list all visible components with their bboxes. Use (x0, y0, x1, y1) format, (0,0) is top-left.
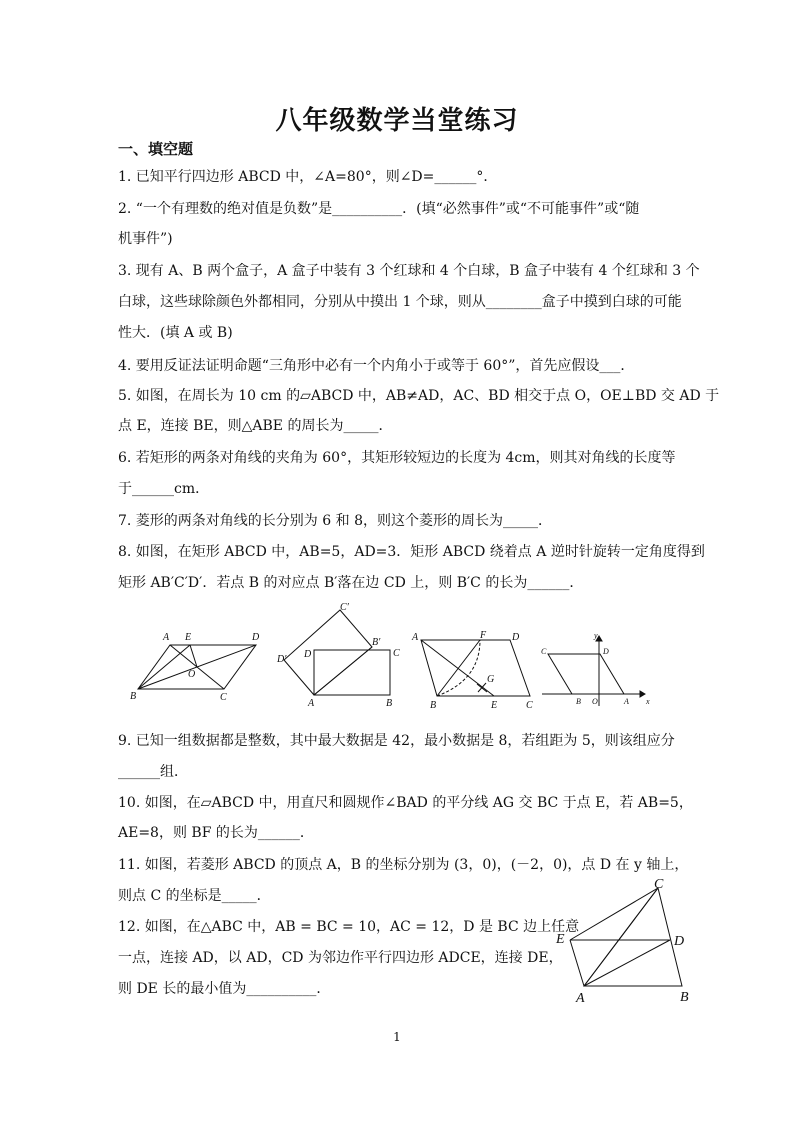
f1-label: E (185, 632, 192, 643)
question-12-cont: 一点，连接 AD，以 AD，CD 为邻边作平行四边形 ADCE，连接 DE， (118, 950, 563, 966)
f1-label: B (130, 691, 137, 702)
f4-label: O (592, 697, 598, 706)
f3-label: D (512, 632, 520, 643)
f5-label: E (556, 932, 565, 947)
figure-coordinate-rhombus (542, 636, 645, 706)
question-10: 10. 如图，在▱ABCD 中，用直尺和圆规作∠BAD 的平分线 AG 交 BC 于点 E，若 AB=5， (118, 795, 693, 811)
f3-label: A (412, 632, 419, 643)
f5-label: A (576, 991, 585, 1006)
f3-label: F (480, 630, 487, 641)
question-8-cont: 矩形 AB′C′D′．若点 B 的对应点 B′落在边 CD 上，则 B′C 的长为______． (118, 575, 584, 591)
f5-label: C (654, 877, 664, 892)
question-3-cont-2: 性大．(填 A 或 B) (118, 325, 233, 341)
question-2-cont: 机事件”) (118, 231, 173, 247)
page-number: 1 (393, 1030, 401, 1044)
f4-label: B (576, 697, 581, 706)
f3-label: E (491, 700, 498, 711)
f4-label: D (603, 647, 609, 656)
figure-rotated-rectangle (284, 610, 390, 695)
question-8: 8. 如图，在矩形 ABCD 中，AB=5，AD=3．矩形 ABCD 绕着点 A 逆时针旋转一定角度得到 (118, 544, 705, 560)
f2-label: C′ (340, 602, 349, 613)
question-2: 2. “一个有理数的绝对值是负数”是__________．(填“必然事件”或“不可能事件”或“随 (118, 201, 640, 217)
f4-label: x (646, 697, 650, 706)
f3-label: G (487, 674, 495, 685)
question-7: 7. 菱形的两条对角线的长分别为 6 和 8，则这个菱形的周长为_____． (118, 513, 552, 529)
section-heading: 一、填空题 (118, 140, 194, 158)
question-5: 5. 如图，在周长为 10 cm 的▱ABCD 中，AB≠AD，AC、BD 相交于点 O，OE⊥BD 交 AD 于 (118, 388, 720, 404)
figure-angle-bisector (421, 640, 530, 696)
f2-label: A (308, 698, 315, 709)
question-3-cont: 白球，这些球除颜色外都相同，分别从中摸出 1 个球，则从________盒子中摸到白球的可能 (118, 294, 682, 310)
f5-label: D (674, 934, 685, 949)
figure-parallelogram-oe (138, 645, 256, 689)
f2-label: B (386, 698, 393, 709)
f2-label: D′ (277, 654, 287, 665)
f1-label: A (163, 632, 170, 643)
f4-label: A (624, 697, 629, 706)
f2-label: B′ (372, 637, 381, 648)
figure-triangle-adce (548, 876, 708, 1008)
question-9-cont: ______组． (118, 764, 188, 780)
f1-label: O (188, 669, 196, 680)
question-12-cont-2: 则 DE 长的最小值为__________． (118, 981, 331, 997)
question-11-cont: 则点 C 的坐标是_____． (118, 888, 271, 904)
question-9: 9. 已知一组数据都是整数，其中最大数据是 42，最小数据是 8，若组距为 5，则该组应分 (118, 733, 675, 749)
question-3: 3. 现有 A、B 两个盒子，A 盒子中装有 3 个红球和 4 个白球，B 盒子中装有 4 个红球和 3 个 (118, 263, 700, 279)
f1-label: C (220, 692, 227, 703)
question-5-cont: 点 E，连接 BE，则△ABE 的周长为_____． (118, 418, 393, 434)
f1-label: D (252, 632, 260, 643)
question-12: 12. 如图，在△ABC 中，AB = BC = 10，AC = 12，D 是 BC 边上任意 (118, 919, 580, 935)
f2-label: C (393, 648, 400, 659)
question-4: 4. 要用反证法证明命题“三角形中必有一个内角小于或等于 60°”，首先应假设___． (118, 358, 635, 374)
f4-label: C (541, 647, 547, 656)
figures-row (0, 600, 794, 720)
f3-label: C (526, 700, 533, 711)
question-10-cont: AE=8，则 BF 的长为______． (118, 825, 314, 841)
f2-label: D (304, 649, 312, 660)
question-6-cont: 于______cm． (118, 481, 210, 497)
question-6: 6. 若矩形的两条对角线的夹角为 60°，其矩形较短边的长度为 4cm，则其对角线的长度等 (118, 450, 676, 466)
f4-label: y (594, 631, 598, 640)
f3-label: B (430, 700, 437, 711)
f5-label: B (680, 990, 689, 1005)
page-title: 八年级数学当堂练习 (275, 106, 519, 136)
question-1: 1. 已知平行四边形 ABCD 中，∠A=80°，则∠D=______°． (118, 169, 498, 185)
question-11: 11. 如图，若菱形 ABCD 的顶点 A，B 的坐标分别为 (3，0)，(－2，0)，点 D 在 y 轴上， (118, 857, 689, 873)
